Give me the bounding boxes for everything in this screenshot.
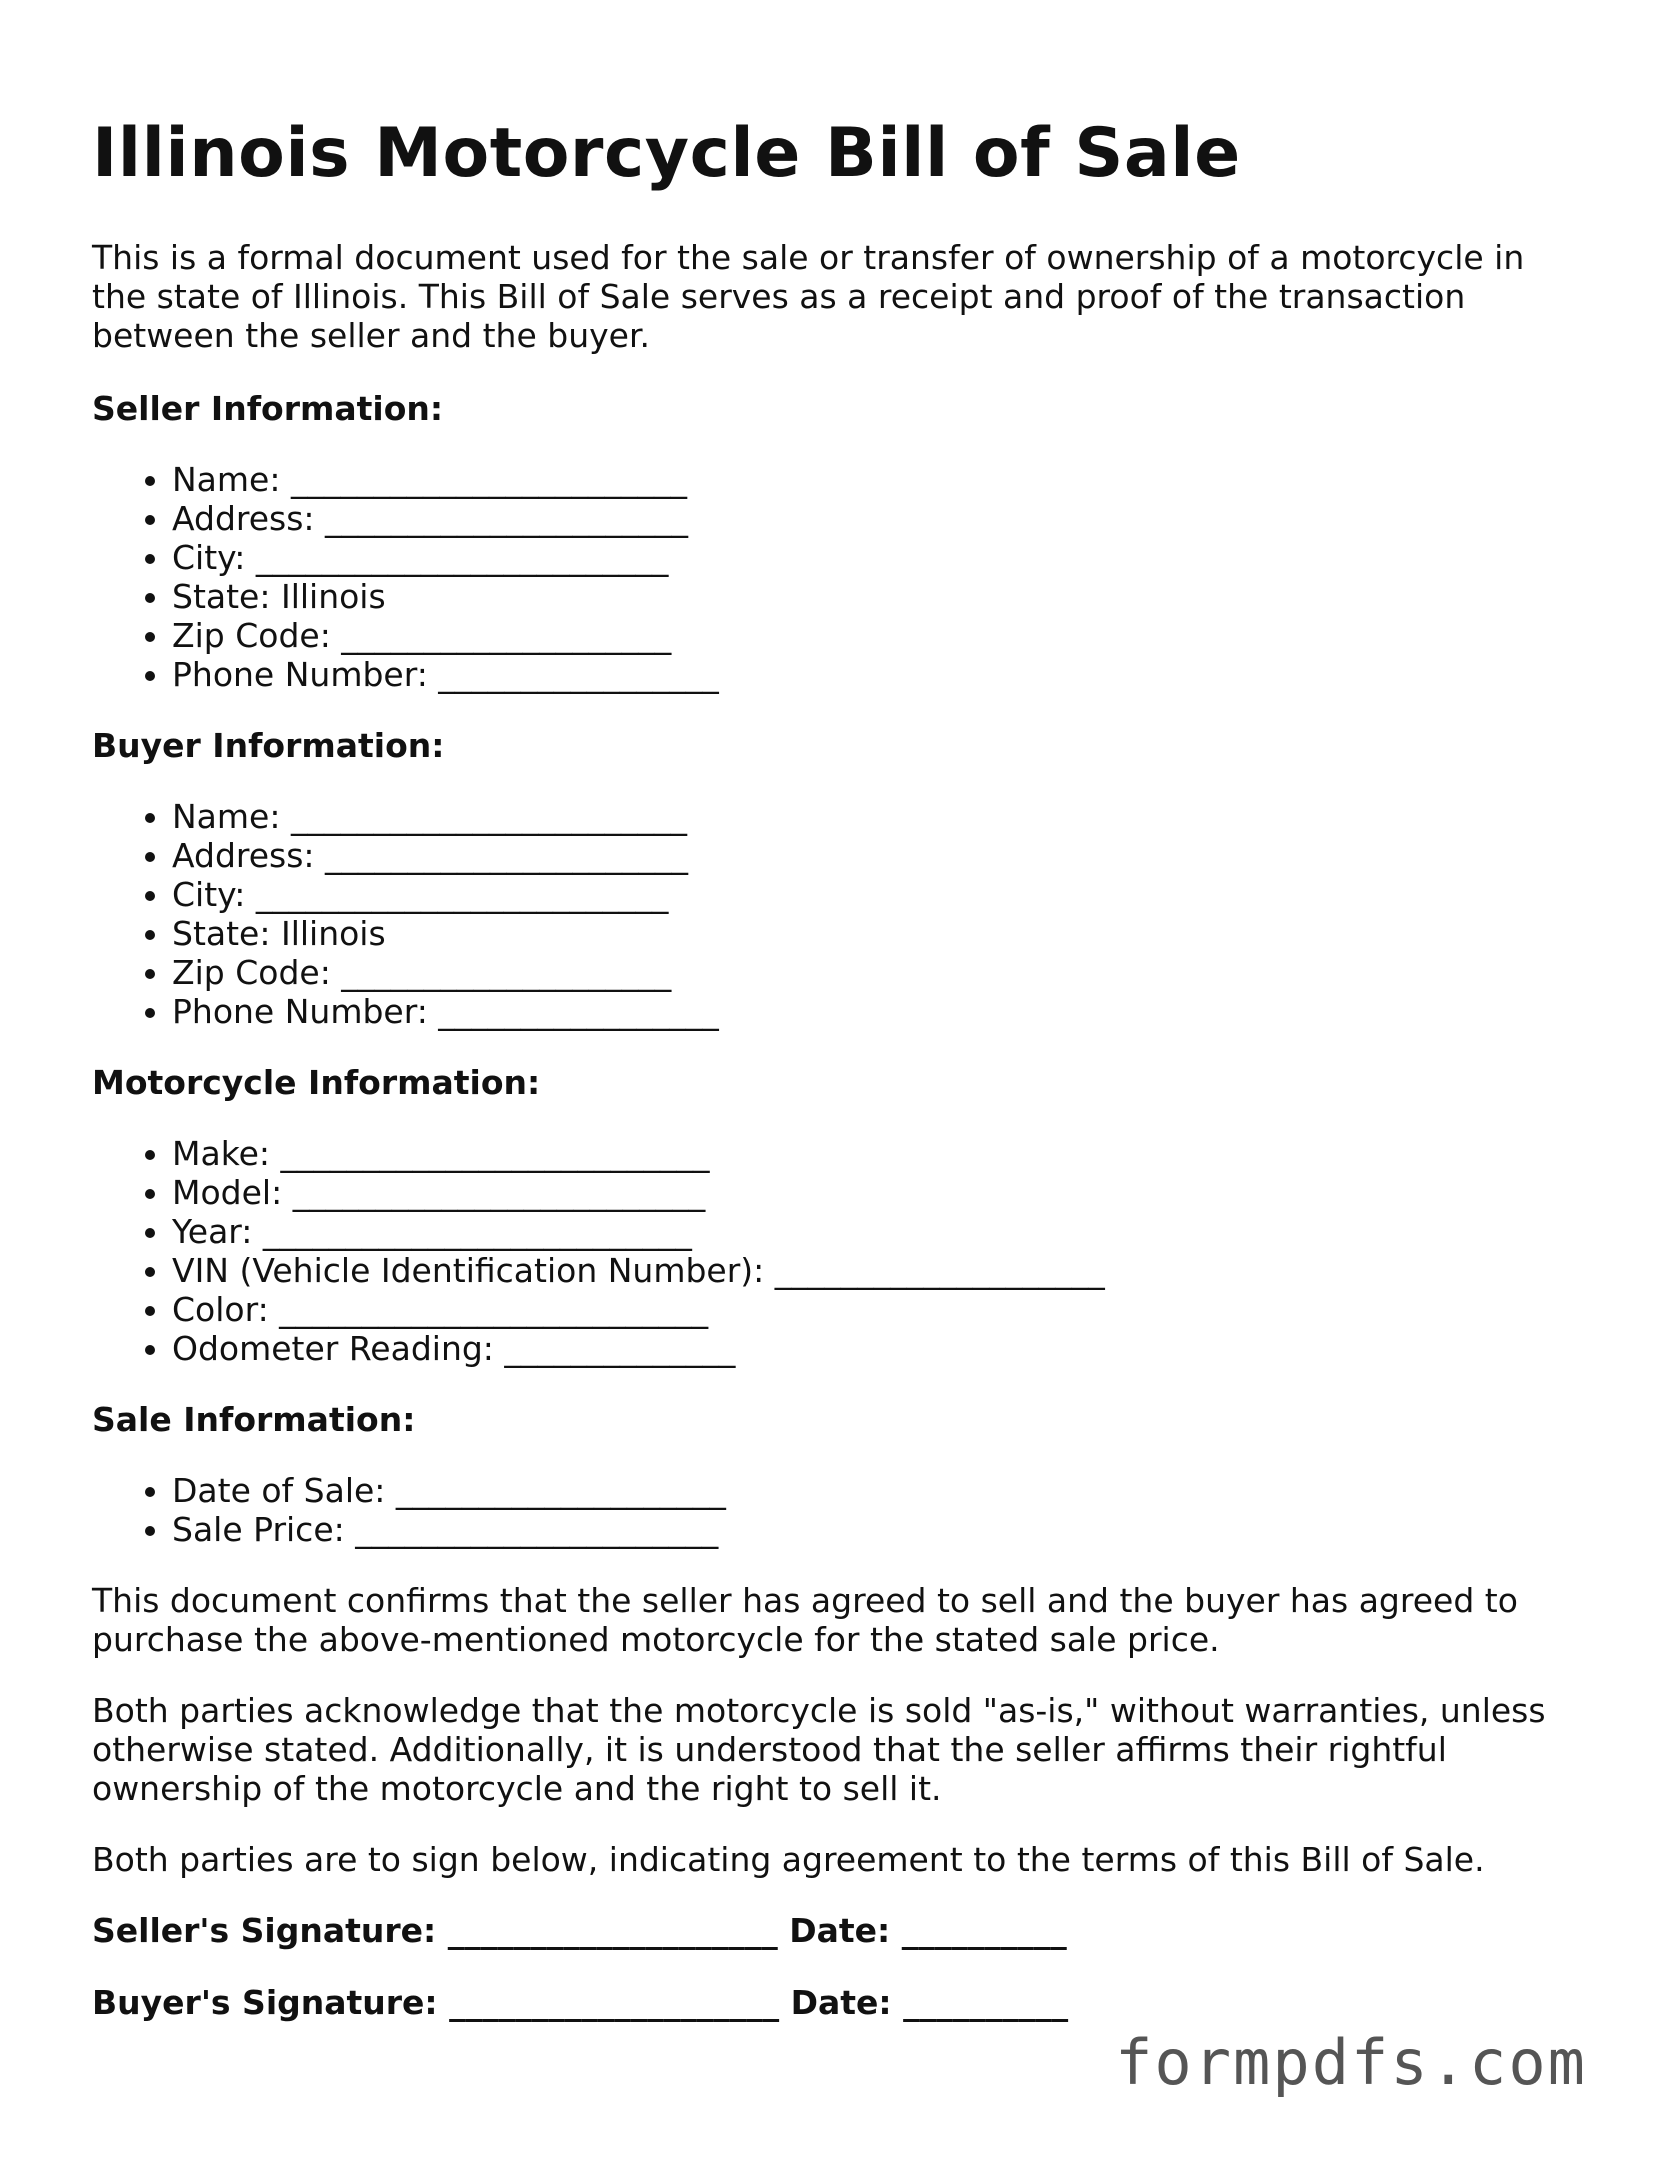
intro-paragraph: This is a formal document used for the sale or transfer of ownership of a motorcycle in the state of Illinois. This Bill of Sale serves as a receipt and proof of the transaction between the seller and the buyer.	[92, 238, 1525, 355]
document-page	[92, 110, 1572, 2055]
motorcycle-vin-field: • VIN (Vehicle Identification Number): ____________________	[172, 1251, 1572, 1290]
seller-list	[92, 460, 1572, 694]
motorcycle-make-field: • Make: __________________________	[172, 1134, 1572, 1173]
sale-heading: Sale Information:	[92, 1400, 416, 1439]
as-is-paragraph: Both parties acknowledge that the motorcycle is sold "as-is," without warranties, unless otherwise stated. Additionally, it is understood that the seller affirms their rightful ownership of the motorcycle and the right to sell it.	[92, 1691, 1546, 1808]
motorcycle-list	[92, 1134, 1572, 1368]
buyer-signature-line: Buyer's Signature: ____________________ Date: __________	[92, 1983, 1069, 2022]
watermark: formpdfs.com	[1115, 2026, 1587, 2099]
seller-signature-line: Seller's Signature: ____________________ Date: __________	[92, 1911, 1067, 1950]
buyer-address-field: • Address: ______________________	[172, 836, 1572, 875]
motorcycle-heading: Motorcycle Information:	[92, 1063, 541, 1102]
sign-instruction-paragraph: Both parties are to sign below, indicating agreement to the terms of this Bill of Sale.	[92, 1840, 1485, 1879]
sale-date-field: • Date of Sale: ____________________	[172, 1471, 1572, 1510]
motorcycle-color-field: • Color: __________________________	[172, 1290, 1572, 1329]
document-title: Illinois Motorcycle Bill of Sale	[92, 114, 1241, 193]
motorcycle-year-field: • Year: __________________________	[172, 1212, 1572, 1251]
seller-heading: Seller Information:	[92, 389, 444, 428]
buyer-zip-field: • Zip Code: ____________________	[172, 953, 1572, 992]
motorcycle-model-field: • Model: _________________________	[172, 1173, 1572, 1212]
seller-state-field: • State: Illinois	[172, 577, 1572, 616]
seller-city-field: • City: _________________________	[172, 538, 1572, 577]
seller-zip-field: • Zip Code: ____________________	[172, 616, 1572, 655]
motorcycle-odometer-field: • Odometer Reading: ______________	[172, 1329, 1572, 1368]
buyer-state-field: • State: Illinois	[172, 914, 1572, 953]
seller-address-field: • Address: ______________________	[172, 499, 1572, 538]
buyer-city-field: • City: _________________________	[172, 875, 1572, 914]
buyer-heading: Buyer Information:	[92, 726, 445, 765]
sale-price-field: • Sale Price: ______________________	[172, 1510, 1572, 1549]
buyer-phone-field: • Phone Number: _________________	[172, 992, 1572, 1031]
sale-list	[92, 1471, 1572, 1549]
buyer-list	[92, 797, 1572, 1031]
seller-phone-field: • Phone Number: _________________	[172, 655, 1572, 694]
seller-name-field: • Name: ________________________	[172, 460, 1572, 499]
buyer-name-field: • Name: ________________________	[172, 797, 1572, 836]
confirmation-paragraph: This document confirms that the seller has agreed to sell and the buyer has agreed to purchase the above-mentioned motorcycle for the stated sale price.	[92, 1581, 1518, 1659]
